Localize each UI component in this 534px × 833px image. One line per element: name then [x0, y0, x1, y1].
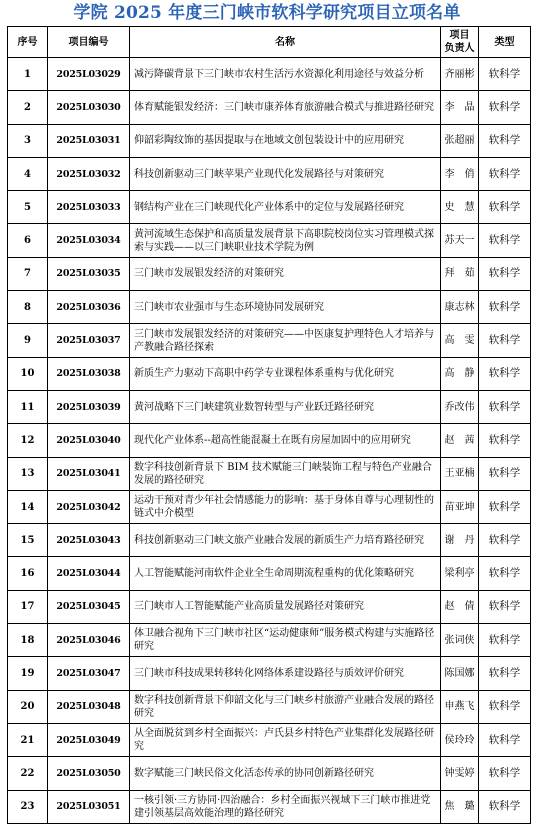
cell-project-leader: 乔改伟	[441, 390, 479, 423]
cell-project-leader: 张超丽	[441, 124, 479, 157]
cell-seq: 13	[8, 457, 48, 490]
table-row	[8, 224, 531, 257]
cell-project-code: 2025L03031	[48, 124, 130, 157]
cell-project-code: 2025L03048	[48, 690, 130, 723]
cell-project-code: 2025L03043	[48, 524, 130, 557]
cell-seq: 8	[8, 291, 48, 324]
cell-project-code: 2025L03039	[48, 390, 130, 423]
cell-project-name: 一核引领·三方协同·四治融合：乡村全面振兴视域下三门峡市推进党建引领基层高效能治理的路径研究	[130, 790, 441, 823]
cell-project-name: 数字赋能三门峡民俗文化活态传承的协同创新路径研究	[130, 757, 441, 790]
table-row	[8, 723, 531, 756]
header-code: 项目编号	[48, 27, 130, 58]
table-row	[8, 657, 531, 690]
table-body	[8, 58, 531, 824]
table-row	[8, 257, 531, 290]
header-type: 类型	[479, 27, 531, 58]
cell-project-type: 软科学	[479, 224, 531, 257]
cell-project-name: 体卫融合视角下三门峡市社区“运动健康师”服务模式构建与实施路径研究	[130, 624, 441, 657]
cell-project-leader: 康志林	[441, 291, 479, 324]
cell-seq: 20	[8, 690, 48, 723]
cell-seq: 9	[8, 324, 48, 357]
cell-project-name: 减污降碳背景下三门峡市农村生活污水资源化利用途径与效益分析	[130, 58, 441, 91]
cell-project-leader: 齐丽彬	[441, 58, 479, 91]
table-row	[8, 590, 531, 623]
cell-project-code: 2025L03032	[48, 157, 130, 190]
cell-project-code: 2025L03046	[48, 624, 130, 657]
cell-seq: 17	[8, 590, 48, 623]
cell-project-leader: 陈国娜	[441, 657, 479, 690]
cell-project-leader: 苏天一	[441, 224, 479, 257]
cell-project-type: 软科学	[479, 457, 531, 490]
cell-project-name: 三门峡市农业强市与生态环境协同发展研究	[130, 291, 441, 324]
cell-project-code: 2025L03047	[48, 657, 130, 690]
table-row	[8, 58, 531, 91]
cell-project-code: 2025L03051	[48, 790, 130, 823]
cell-project-leader: 赵 倩	[441, 590, 479, 623]
table-row	[8, 624, 531, 657]
project-list-table	[7, 26, 531, 824]
cell-project-code: 2025L03044	[48, 557, 130, 590]
cell-seq: 23	[8, 790, 48, 823]
cell-project-code: 2025L03033	[48, 191, 130, 224]
cell-seq: 10	[8, 357, 48, 390]
cell-project-leader: 李 晶	[441, 91, 479, 124]
table-row	[8, 490, 531, 523]
table-row	[8, 790, 531, 823]
cell-project-name: 运动干预对青少年社会情感能力的影响：基于身体自尊与心理韧性的链式中介模型	[130, 490, 441, 523]
cell-project-leader: 谢 丹	[441, 524, 479, 557]
table-row	[8, 524, 531, 557]
table-row	[8, 557, 531, 590]
cell-project-type: 软科学	[479, 58, 531, 91]
header-leader-line2: 负责人	[444, 43, 475, 54]
cell-project-type: 软科学	[479, 690, 531, 723]
cell-project-code: 2025L03040	[48, 424, 130, 457]
table-header-row	[8, 27, 531, 58]
table-row	[8, 690, 531, 723]
cell-project-code: 2025L03036	[48, 291, 130, 324]
table-row	[8, 291, 531, 324]
cell-project-type: 软科学	[479, 723, 531, 756]
table-row	[8, 157, 531, 190]
cell-project-name: 数字科技创新背景下 BIM 技术赋能三门峡装饰工程与特色产业融合发展的路径研究	[130, 457, 441, 490]
cell-project-name: 黄河战略下三门峡建筑业数智转型与产业跃迁路径研究	[130, 390, 441, 423]
cell-seq: 15	[8, 524, 48, 557]
cell-project-type: 软科学	[479, 557, 531, 590]
cell-project-name: 现代化产业体系--超高性能混凝土在既有房屋加固中的应用研究	[130, 424, 441, 457]
cell-project-type: 软科学	[479, 191, 531, 224]
cell-project-code: 2025L03035	[48, 257, 130, 290]
cell-project-name: 体育赋能银发经济：三门峡市康养体育旅游融合模式与推进路径研究	[130, 91, 441, 124]
cell-project-code: 2025L03041	[48, 457, 130, 490]
cell-project-type: 软科学	[479, 757, 531, 790]
cell-project-leader: 王亚楠	[441, 457, 479, 490]
cell-project-type: 软科学	[479, 291, 531, 324]
cell-project-leader: 焦 璐	[441, 790, 479, 823]
cell-project-name: 钢结构产业在三门峡现代化产业体系中的定位与发展路径研究	[130, 191, 441, 224]
cell-seq: 5	[8, 191, 48, 224]
cell-project-name: 科技创新驱动三门峡苹果产业现代化发展路径与对策研究	[130, 157, 441, 190]
cell-seq: 19	[8, 657, 48, 690]
table-row	[8, 757, 531, 790]
cell-project-leader: 侯玲玲	[441, 723, 479, 756]
cell-project-leader: 申燕飞	[441, 690, 479, 723]
table-row	[8, 457, 531, 490]
cell-project-leader: 史 慧	[441, 191, 479, 224]
header-leader-line1: 项目	[449, 30, 470, 41]
cell-project-code: 2025L03042	[48, 490, 130, 523]
cell-seq: 18	[8, 624, 48, 657]
cell-project-name: 三门峡市科技成果转移转化网络体系建设路径与质效评价研究	[130, 657, 441, 690]
cell-project-type: 软科学	[479, 657, 531, 690]
cell-project-code: 2025L03037	[48, 324, 130, 357]
cell-project-name: 新质生产力驱动下高职中药学专业课程体系重构与优化研究	[130, 357, 441, 390]
table-row	[8, 91, 531, 124]
cell-project-type: 软科学	[479, 257, 531, 290]
cell-seq: 14	[8, 490, 48, 523]
table-row	[8, 424, 531, 457]
cell-project-type: 软科学	[479, 124, 531, 157]
cell-seq: 7	[8, 257, 48, 290]
cell-project-name: 从全面脱贫到乡村全面振兴：卢氏县乡村特色产业集群化发展路径研究	[130, 723, 441, 756]
cell-project-type: 软科学	[479, 524, 531, 557]
cell-project-code: 2025L03034	[48, 224, 130, 257]
cell-seq: 21	[8, 723, 48, 756]
table-row	[8, 357, 531, 390]
cell-project-leader: 高 静	[441, 357, 479, 390]
cell-project-name: 三门峡市发展银发经济的对策研究——中医康复护理特色人才培养与产教融合路径探索	[130, 324, 441, 357]
cell-project-type: 软科学	[479, 424, 531, 457]
cell-project-leader: 张词侠	[441, 624, 479, 657]
cell-seq: 2	[8, 91, 48, 124]
cell-project-type: 软科学	[479, 590, 531, 623]
table-row	[8, 324, 531, 357]
cell-project-leader: 李 俏	[441, 157, 479, 190]
cell-project-name: 人工智能赋能河南软件企业全生命周期流程重构的优化策略研究	[130, 557, 441, 590]
cell-seq: 1	[8, 58, 48, 91]
cell-project-code: 2025L03049	[48, 723, 130, 756]
cell-project-leader: 赵 茜	[441, 424, 479, 457]
cell-project-type: 软科学	[479, 324, 531, 357]
cell-seq: 6	[8, 224, 48, 257]
cell-project-type: 软科学	[479, 91, 531, 124]
table-row	[8, 124, 531, 157]
table-row	[8, 390, 531, 423]
cell-project-leader: 高 雯	[441, 324, 479, 357]
cell-seq: 22	[8, 757, 48, 790]
cell-project-leader: 钟雯婷	[441, 757, 479, 790]
cell-project-type: 软科学	[479, 624, 531, 657]
header-seq: 序号	[8, 27, 48, 58]
cell-seq: 16	[8, 557, 48, 590]
cell-project-code: 2025L03045	[48, 590, 130, 623]
cell-project-leader: 苗亚坤	[441, 490, 479, 523]
cell-project-name: 数字科技创新背景下仰韶文化与三门峡乡村旅游产业融合发展的路径研究	[130, 690, 441, 723]
cell-project-name: 仰韶彩陶纹饰的基因提取与在地域文创包装设计中的应用研究	[130, 124, 441, 157]
cell-seq: 12	[8, 424, 48, 457]
cell-project-code: 2025L03050	[48, 757, 130, 790]
cell-project-name: 黄河流域生态保护和高质量发展背景下高职院校岗位实习管理模式探索与实践——以三门峡职业技术学院为例	[130, 224, 441, 257]
cell-seq: 4	[8, 157, 48, 190]
cell-project-code: 2025L03038	[48, 357, 130, 390]
cell-project-type: 软科学	[479, 157, 531, 190]
cell-project-name: 三门峡市人工智能赋能产业高质量发展路径对策研究	[130, 590, 441, 623]
cell-project-name: 三门峡市发展银发经济的对策研究	[130, 257, 441, 290]
cell-project-type: 软科学	[479, 490, 531, 523]
cell-project-leader: 拜 茹	[441, 257, 479, 290]
cell-project-type: 软科学	[479, 357, 531, 390]
cell-seq: 3	[8, 124, 48, 157]
header-name: 名称	[130, 27, 441, 58]
cell-project-code: 2025L03030	[48, 91, 130, 124]
cell-project-type: 软科学	[479, 790, 531, 823]
page-title: 学院 2025 年度三门峡市软科学研究项目立项名单	[73, 3, 461, 23]
table-row	[8, 191, 531, 224]
cell-project-type: 软科学	[479, 390, 531, 423]
header-leader	[441, 27, 479, 58]
cell-project-leader: 梁利亭	[441, 557, 479, 590]
cell-project-name: 科技创新驱动三门峡文旅产业融合发展的新质生产力培育路径研究	[130, 524, 441, 557]
cell-project-code: 2025L03029	[48, 58, 130, 91]
cell-seq: 11	[8, 390, 48, 423]
